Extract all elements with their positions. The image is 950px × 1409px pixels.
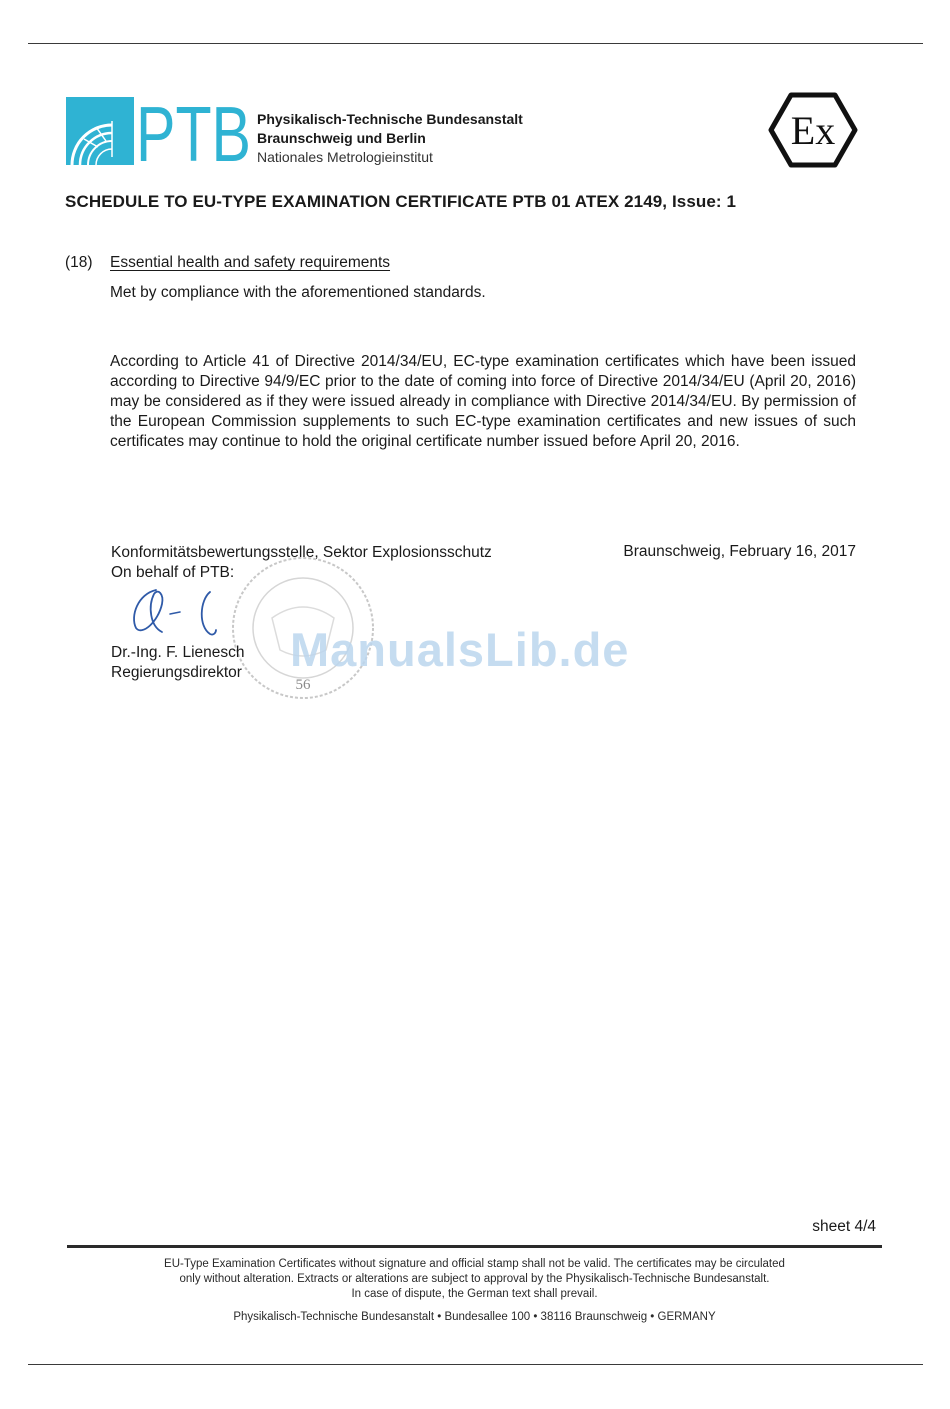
- svg-text:PTB: PTB: [136, 90, 251, 178]
- section-text: Met by compliance with the aforementioned standards.: [110, 284, 486, 301]
- institute-line-3: Nationales Metrologieinstitut: [257, 149, 433, 165]
- signer-block: [111, 643, 245, 683]
- top-border-line: [28, 43, 923, 44]
- institute-line-2: Braunschweig und Berlin: [257, 130, 426, 146]
- disclaimer-line-3: In case of dispute, the German text shall prevail.: [351, 1288, 598, 1300]
- on-behalf-label: On behalf of PTB:: [111, 564, 235, 581]
- directive-paragraph: According to Article 41 of Directive 2014/34/EU, EC-type examination certificates which have been issued according to Directive 94/9/EC prior to the date of coming into force of Directive 2014/34/EU (April 20, 2016) may be considered as if they were issued already in compliance with Directive 2014/34/EU. By permission of the European Commission supplements to such EC-type examination certificates and new issues of such certificates may continue to hold the original certificate number issued before April 20, 2016.: [110, 353, 856, 450]
- footer-address: Physikalisch-Technische Bundesanstalt • Bundesallee 100 • 38116 Braunschweig • GERMANY: [233, 1311, 716, 1323]
- svg-text:Ex: Ex: [790, 108, 836, 153]
- institute-line-1: Physikalisch-Technische Bundesanstalt: [257, 111, 523, 127]
- signer-name: Dr.-Ing. F. Lienesch: [111, 644, 245, 661]
- document-title: SCHEDULE TO EU-TYPE EXAMINATION CERTIFICATE PTB 01 ATEX 2149, Issue: 1: [65, 192, 737, 211]
- watermark: ManualsLib.de: [290, 623, 630, 676]
- svg-text:56: 56: [295, 677, 311, 693]
- footer-divider: [67, 1245, 882, 1248]
- signer-title: Regierungsdirektor: [111, 664, 242, 681]
- disclaimer-line-2: only without alteration. Extracts or alterations are subject to approval by the Physikalisch-Technische Bundesanstalt.: [179, 1273, 770, 1285]
- office-name: Konformitätsbewertungsstelle, Sektor Explosionsschutz: [111, 544, 492, 561]
- place-and-date: Braunschweig, February 16, 2017: [623, 543, 856, 560]
- institute-name: [257, 110, 523, 167]
- footer-disclaimer: [67, 1257, 882, 1302]
- section-number: (18): [65, 254, 93, 271]
- handwritten-signature: [128, 582, 228, 642]
- section-heading: Essential health and safety requirements: [110, 254, 391, 271]
- ptb-logo: [66, 90, 251, 178]
- ex-explosion-protection-icon: [769, 92, 857, 168]
- disclaimer-line-1: EU-Type Examination Certificates without signature and official stamp shall not be valid. The certificates may be circulated: [164, 1258, 785, 1270]
- sheet-number: sheet 4/4: [812, 1218, 876, 1235]
- bottom-border-line: [28, 1364, 923, 1365]
